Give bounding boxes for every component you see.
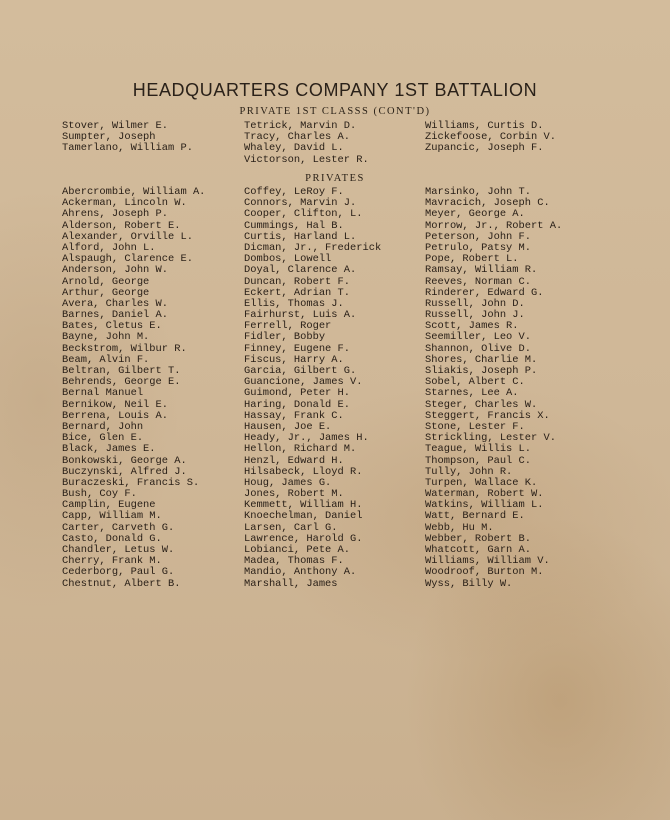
roster-name: Peterson, John F. <box>425 230 532 243</box>
roster-name: Stone, Lester F. <box>425 420 525 433</box>
privates-column-2 <box>244 187 381 590</box>
roster-name: Guancione, James V. <box>244 376 363 389</box>
pfc-column-2 <box>244 121 369 166</box>
roster-name: Webber, Robert B. <box>425 532 532 545</box>
roster-name: Beckstrom, Wilbur R. <box>62 342 187 355</box>
roster-name: Beltran, Gilbert T. <box>62 365 181 377</box>
roster-name: Sliakis, Joseph P. <box>425 365 538 377</box>
roster-name: Victorson, Lester R. <box>244 153 369 166</box>
roster-name: Buczynski, Alfred J. <box>62 465 187 478</box>
roster-name: Hellon, Richard M. <box>244 443 357 456</box>
roster-name: Cummings, Hal B. <box>244 219 344 232</box>
roster-name: Eckert, Adrian T. <box>244 286 351 299</box>
roster-name: Curtis, Harland L. <box>244 230 357 243</box>
roster-name: Dicman, Jr., Frederick <box>244 241 382 254</box>
roster-name: Garcia, Gilbert G. <box>244 365 357 377</box>
roster-name: Beam, Alvin F. <box>62 353 150 366</box>
roster-name: Starnes, Lee A. <box>425 387 519 400</box>
roster-name: Buraczeski, Francis S. <box>62 476 200 489</box>
roster-name: Ackerman, Lincoln W. <box>62 197 187 210</box>
roster-name: Russell, John J. <box>425 309 525 322</box>
roster-name: Tracy, Charles A. <box>244 131 351 144</box>
roster-name: Watkins, William L. <box>425 499 544 512</box>
roster-name: Alexander, Orville L. <box>62 230 193 243</box>
roster-name: Capp, William M. <box>62 510 162 523</box>
roster-name: Connors, Marvin J. <box>244 197 357 210</box>
roster-name: Strickling, Lester V. <box>425 432 556 445</box>
roster-name: Coffey, LeRoy F. <box>244 186 344 198</box>
roster-name: Seemiller, Leo V. <box>425 331 532 344</box>
privates-column-3 <box>425 187 562 590</box>
roster-name: Bayne, John M. <box>62 331 150 344</box>
roster-name: Arnold, George <box>62 275 150 288</box>
roster-name: Cherry, Frank M. <box>62 555 162 568</box>
roster-name: Bush, Coy F. <box>62 488 137 501</box>
roster-name: Mandio, Anthony A. <box>244 566 357 579</box>
roster-name: Watt, Bernard E. <box>425 510 525 523</box>
privates-column-1 <box>62 187 205 590</box>
roster-name: Heady, Jr., James H. <box>244 432 369 445</box>
roster-name: Kemmett, William H. <box>244 499 363 512</box>
roster-name: Camplin, Eugene <box>62 499 156 512</box>
roster-name: Webb, Hu M. <box>425 521 494 534</box>
roster-name: Finney, Eugene F. <box>244 342 351 355</box>
roster-name: Berrena, Louis A. <box>62 409 169 422</box>
roster-name: Haring, Donald E. <box>244 398 351 411</box>
roster-name: Bonkowski, George A. <box>62 454 187 467</box>
roster-name: Black, James E. <box>62 443 156 456</box>
roster-name: Alford, John L. <box>62 241 156 254</box>
roster-name: Whaley, David L. <box>244 142 344 155</box>
roster-name: Bice, Glen E. <box>62 432 144 445</box>
roster-name: Doyal, Clarence A. <box>244 264 357 277</box>
roster-name: Fairhurst, Luis A. <box>244 309 357 322</box>
roster-name: Steger, Charles W. <box>425 398 538 411</box>
roster-name: Fiscus, Harry A. <box>244 353 344 366</box>
roster-name: Ellis, Thomas J. <box>244 297 344 310</box>
roster-name: Marshall, James <box>244 577 338 590</box>
roster-name: Thompson, Paul C. <box>425 454 532 467</box>
roster-name: Anderson, John W. <box>62 264 169 277</box>
roster-name: Bernikow, Neil E. <box>62 398 169 411</box>
roster-name: Russell, John D. <box>425 297 525 310</box>
roster-name: Tully, John R. <box>425 465 513 478</box>
roster-name: Zickefoose, Corbin V. <box>425 131 556 144</box>
roster-name: Bernard, John <box>62 420 144 433</box>
roster-name: Houg, James G. <box>244 476 332 489</box>
roster-name: Shores, Charlie M. <box>425 353 538 366</box>
roster-name: Woodroof, Burton M. <box>425 566 544 579</box>
roster-name: Meyer, George A. <box>425 208 525 221</box>
roster-name: Jones, Robert M. <box>244 488 344 501</box>
roster-name: Petrulo, Patsy M. <box>425 241 532 254</box>
roster-name: Arthur, George <box>62 286 150 299</box>
roster-name: Marsinko, John T. <box>425 186 532 198</box>
page-title: HEADQUARTERS COMPANY 1ST BATTALION <box>132 80 538 100</box>
roster-name: Lawrence, Harold G. <box>244 532 363 545</box>
roster-name: Shannon, Olive D. <box>425 342 532 355</box>
roster-name: Cooper, Clifton, L. <box>244 208 363 221</box>
roster-name: Morrow, Jr., Robert A. <box>425 219 563 232</box>
roster-name: Cederborg, Paul G. <box>62 566 175 579</box>
roster-name: Rinderer, Edward G. <box>425 286 544 299</box>
roster-name: Tamerlano, William P. <box>62 142 193 155</box>
roster-name: Avera, Charles W. <box>62 297 169 310</box>
roster-name: Waterman, Robert W. <box>425 488 544 501</box>
roster-name: Lobianci, Pete A. <box>244 544 351 556</box>
roster-name: Williams, Curtis D. <box>425 120 544 132</box>
roster-name: Stover, Wilmer E. <box>62 120 169 132</box>
roster-name: Fidler, Bobby <box>244 331 326 344</box>
roster-name: Hilsabeck, Lloyd R. <box>244 465 363 478</box>
roster-name: Scott, James R. <box>425 320 519 333</box>
pfc-column-1 <box>62 121 193 155</box>
roster-name: Whatcott, Garn A. <box>425 544 532 556</box>
roster-name: Abercrombie, William A. <box>62 186 206 198</box>
roster-name: Ramsay, William R. <box>425 264 538 277</box>
roster-name: Knoechelman, Daniel <box>244 510 363 523</box>
section-heading-private-1st-class: PRIVATE 1ST CLASSS (CONT'D) <box>239 106 431 117</box>
roster-name: Barnes, Daniel A. <box>62 309 169 322</box>
roster-name: Williams, William V. <box>425 555 550 568</box>
roster-name: Chestnut, Albert B. <box>62 577 181 590</box>
roster-name: Steggert, Francis X. <box>425 409 550 422</box>
roster-name: Behrends, George E. <box>62 376 181 389</box>
roster-name: Teague, Willis L. <box>425 443 532 456</box>
roster-name: Larsen, Carl G. <box>244 521 338 534</box>
roster-name: Dombos, Lowell <box>244 253 332 266</box>
roster-name: Tetrick, Marvin D. <box>244 120 357 132</box>
roster-name: Alspaugh, Clarence E. <box>62 253 193 266</box>
roster-name: Hausen, Joe E. <box>244 420 332 433</box>
roster-name: Hassay, Frank C. <box>244 409 344 422</box>
roster-name: Casto, Donald G. <box>62 532 162 545</box>
roster-name: Guimond, Peter H. <box>244 387 351 400</box>
roster-name: Henzl, Edward H. <box>244 454 344 467</box>
roster-name: Mavracich, Joseph C. <box>425 197 550 210</box>
roster-name: Ferrell, Roger <box>244 320 332 333</box>
roster-name: Carter, Carveth G. <box>62 521 175 534</box>
roster-name: Reeves, Norman C. <box>425 275 532 288</box>
roster-name: Alderson, Robert E. <box>62 219 181 232</box>
roster-name: Turpen, Wallace K. <box>425 476 538 489</box>
roster-name: Duncan, Robert F. <box>244 275 351 288</box>
roster-name: Bernal Manuel <box>62 387 144 400</box>
roster-name: Sumpter, Joseph <box>62 131 156 144</box>
roster-name: Bates, Cletus E. <box>62 320 162 333</box>
roster-name: Pope, Robert L. <box>425 253 519 266</box>
roster-name: Wyss, Billy W. <box>425 577 513 590</box>
pfc-column-3 <box>425 121 556 155</box>
section-heading-privates: PRIVATES <box>305 173 365 184</box>
roster-name: Sobel, Albert C. <box>425 376 525 389</box>
roster-name: Zupancic, Joseph F. <box>425 142 544 155</box>
roster-name: Madea, Thomas F. <box>244 555 344 568</box>
roster-name: Chandler, Letus W. <box>62 544 175 556</box>
roster-name: Ahrens, Joseph P. <box>62 208 169 221</box>
